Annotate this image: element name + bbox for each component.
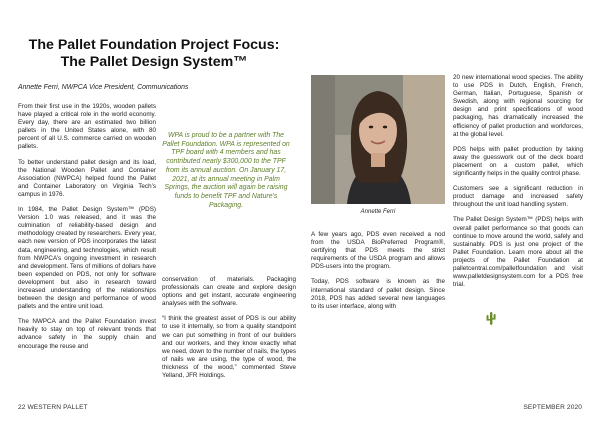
pull-quote: WPA is proud to be a partner with The Pallet Foundation. WPA is represented on TPF board with 4 members and has contributed nearly $300,000 to the TPF from its annual auction. On January 17, 2021, at its annual meeting in Palm Springs, the auction will again be raising funds to benefit TPF and Nature’s Packaging. [162,132,290,209]
photo-caption: Annette Ferri [360,209,396,215]
paragraph: A few years ago, PDS even received a nod from the USDA BioPreferred Program®, certifying that PDS meets the strict requirements of the USDA program and allows PDS-users into the program. [311,231,445,271]
paragraph: In 1984, the Pallet Design System™ (PDS) Version 1.0 was released, and it was the culmination of reliability-based design and methodology created by researchers. Every year, each new version of PDS incorporates the latest data, engineering, and technologies, which result from NWPCA’s ongoing investment in research and development. Tens of millions of dollars have been expended on PDS, not only for software development but also in research toward increased understanding of the relationships between the design and performance of wood pallets and the entire unit load. [18,206,156,311]
body-column-3 [311,231,445,311]
paragraph: The Pallet Design System™ (PDS) helps with overall pallet performance so that goods can continue to move around the world, safely and sustainably. PDS is just one project of the Pallet Foundation. Learn more about all the projects of the Pallet Foundation at palletcentral.com/palletfoundation and visit www.palletdesignsystem.com for a PDS free trial. [453,216,583,289]
paragraph: Customers see a significant reduction in product damage and increased safety throughout the unit load handling system. [453,185,583,209]
title-line-2: The Pallet Design System™ [60,54,248,70]
portrait-image [311,75,445,204]
paragraph: To better understand pallet design and its load, the National Wooden Pallet and Container Association (NWPCA) helped found the Pallet and Container Laboratory on Virginia Tech’s campus in 1976. [18,158,156,198]
paragraph: From their first use in the 1920s, wooden pallets have played a critical role in the world economy. Every day, there are an estimated two billion pallets in the United States alone, with 80 percent of all U.S. commerce carried on wooden pallets. [18,103,156,151]
article-title [14,37,294,71]
title-line-1: The Pallet Foundation Project Focus: [28,37,280,53]
paragraph: “I think the greatest asset of PDS is our ability to use it internally, so from a quality standpoint we can put something in front of our builders and our workers, and they know exactly what we need, down to the number of nails, the types of nails we are using, the type of wood, the thickness of the wood,” commented Steve Yelland, JFR Holdings. [162,315,296,380]
footer-page-label: 22 WESTERN PALLET [18,404,88,411]
byline: Annette Ferri, NWPCA Vice President, Communications [18,84,189,91]
paragraph: Today, PDS software is known as the international standard of pallet design. Since 2018, PDS has added several new languages to its user interface, along with [311,278,445,310]
footer-issue-date: SEPTEMBER 2020 [523,404,582,411]
author-photo [311,75,445,204]
body-column-4 [453,74,583,289]
paragraph: conservation of materials. Packaging professionals can create and explore design options and get instant, accurate engineering analyses with the software. [162,276,296,308]
body-column-1 [18,103,156,351]
body-column-2 [162,276,296,380]
paragraph: 20 new international wood species. The ability to use PDS in Dutch, English, French, German, Italian, Portuguese, Spanish or Swedish, along with regional sourcing for design and print specifications of wood packaging, has dramatically increased the efficiency of pallet production and workforces, at the global level. [453,74,583,138]
paragraph: The NWPCA and the Pallet Foundation invest heavily to stay on top of relevant trends that advance safety in the supply chain and encourage the reuse and [18,318,156,350]
paragraph: PDS helps with pallet production by taking away the guesswork out of the deck board placement on a custom pallet, which significantly helps in the quality control phase. [453,145,583,178]
cactus-icon [485,311,497,325]
